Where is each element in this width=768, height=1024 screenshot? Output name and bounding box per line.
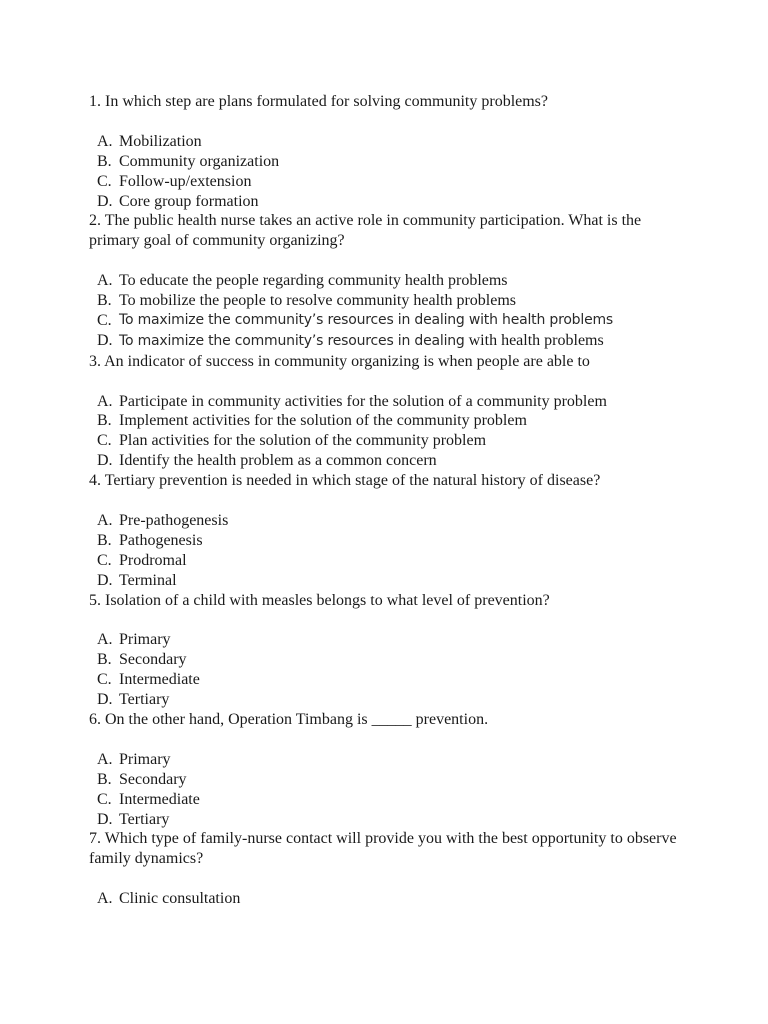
option-text-head: To maximize the community’s resources in dealing — [119, 332, 465, 349]
option-b — [89, 650, 689, 670]
option-text: Participate in community activities for the solution of a community problem — [119, 392, 607, 410]
option-a — [89, 889, 689, 909]
option-d — [89, 810, 689, 830]
option-text: Secondary — [119, 651, 187, 669]
option-text: To maximize the community’s resources in dealing with health problems — [119, 311, 614, 328]
option-letter: B. — [97, 651, 112, 669]
option-letter: B. — [97, 152, 112, 170]
option-list — [89, 511, 689, 591]
option-letter: B. — [97, 412, 112, 430]
option-letter: D. — [97, 331, 113, 349]
question-text: 6. On the other hand, Operation Timbang is _____ prevention. — [89, 711, 489, 729]
option-list — [89, 132, 689, 212]
option-b — [89, 411, 689, 431]
option-b — [89, 291, 689, 311]
option-d — [89, 451, 689, 471]
option-c — [89, 172, 689, 192]
question-text: 4. Tertiary prevention is needed in which stage of the natural history of disease? — [89, 472, 601, 490]
option-d — [89, 192, 689, 212]
option-letter: D. — [97, 810, 113, 828]
option-a — [89, 511, 689, 531]
option-text: Implement activities for the solution of the community problem — [119, 412, 527, 430]
question-4 — [89, 471, 689, 590]
option-c — [89, 670, 689, 690]
question-text: 2. The public health nurse takes an active role in community participation. What is the primary goal of community organizing? — [89, 212, 642, 250]
option-letter: D. — [97, 571, 113, 589]
option-a — [89, 132, 689, 152]
question-1 — [89, 92, 689, 211]
option-list — [89, 889, 689, 909]
option-text: Core group formation — [119, 192, 259, 210]
option-list — [89, 271, 689, 352]
option-letter: A. — [97, 392, 113, 410]
question-text: 7. Which type of family-nurse contact will provide you with the best opportunity to observe family dynamics? — [89, 830, 677, 868]
option-text: Tertiary — [119, 691, 170, 709]
option-text: Identify the health problem as a common concern — [119, 452, 437, 470]
option-letter: D. — [97, 192, 113, 210]
question-5 — [89, 591, 689, 710]
option-text: Primary — [119, 750, 171, 768]
option-text: Tertiary — [119, 810, 170, 828]
question-list — [89, 92, 689, 909]
option-list — [89, 630, 689, 710]
option-letter: B. — [97, 531, 112, 549]
option-text — [119, 331, 604, 352]
option-letter: A. — [97, 511, 113, 529]
option-letter: A. — [97, 631, 113, 649]
option-text: Community organization — [119, 152, 280, 170]
option-d — [89, 331, 689, 352]
option-a — [89, 271, 689, 291]
option-a — [89, 392, 689, 412]
option-text: Intermediate — [119, 790, 200, 808]
option-c — [89, 551, 689, 571]
option-letter: A. — [97, 750, 113, 768]
option-letter: C. — [97, 311, 112, 329]
question-text: 5. Isolation of a child with measles belongs to what level of prevention? — [89, 591, 550, 609]
option-d — [89, 690, 689, 710]
option-text: Secondary — [119, 770, 187, 788]
option-letter: D. — [97, 691, 113, 709]
option-d — [89, 571, 689, 591]
option-text: Intermediate — [119, 671, 200, 689]
option-text: To educate the people regarding community health problems — [119, 272, 508, 290]
option-text: Pathogenesis — [119, 531, 203, 549]
option-list — [89, 750, 689, 830]
option-text: Pre-pathogenesis — [119, 511, 229, 529]
option-text: To mobilize the people to resolve community health problems — [119, 292, 517, 310]
option-letter: C. — [97, 432, 112, 450]
option-letter: B. — [97, 292, 112, 310]
option-text: Mobilization — [119, 132, 202, 150]
option-letter: C. — [97, 671, 112, 689]
option-letter: A. — [97, 132, 113, 150]
question-7 — [89, 829, 689, 909]
question-2 — [89, 211, 689, 351]
question-6 — [89, 710, 689, 829]
option-text-tail: with health problems — [464, 331, 604, 349]
option-letter: A. — [97, 272, 113, 290]
question-text: 3. An indicator of success in community organizing is when people are able to — [89, 352, 590, 370]
option-letter: B. — [97, 770, 112, 788]
option-text: Primary — [119, 631, 171, 649]
option-text: Prodromal — [119, 551, 187, 569]
option-letter: C. — [97, 790, 112, 808]
question-text: 1. In which step are plans formulated for solving community problems? — [89, 93, 549, 110]
option-c — [89, 311, 689, 331]
option-letter: A. — [97, 890, 113, 908]
option-b — [89, 152, 689, 172]
option-b — [89, 770, 689, 790]
option-c — [89, 790, 689, 810]
option-letter: C. — [97, 172, 112, 190]
option-letter: C. — [97, 551, 112, 569]
option-b — [89, 531, 689, 551]
option-a — [89, 630, 689, 650]
option-letter: D. — [97, 452, 113, 470]
option-text: Plan activities for the solution of the community problem — [119, 432, 487, 450]
option-text: Clinic consultation — [119, 890, 241, 908]
option-text: Terminal — [119, 571, 177, 589]
option-a — [89, 750, 689, 770]
option-text: Follow-up/extension — [119, 172, 252, 190]
option-c — [89, 431, 689, 451]
question-3 — [89, 352, 689, 471]
option-list — [89, 392, 689, 472]
